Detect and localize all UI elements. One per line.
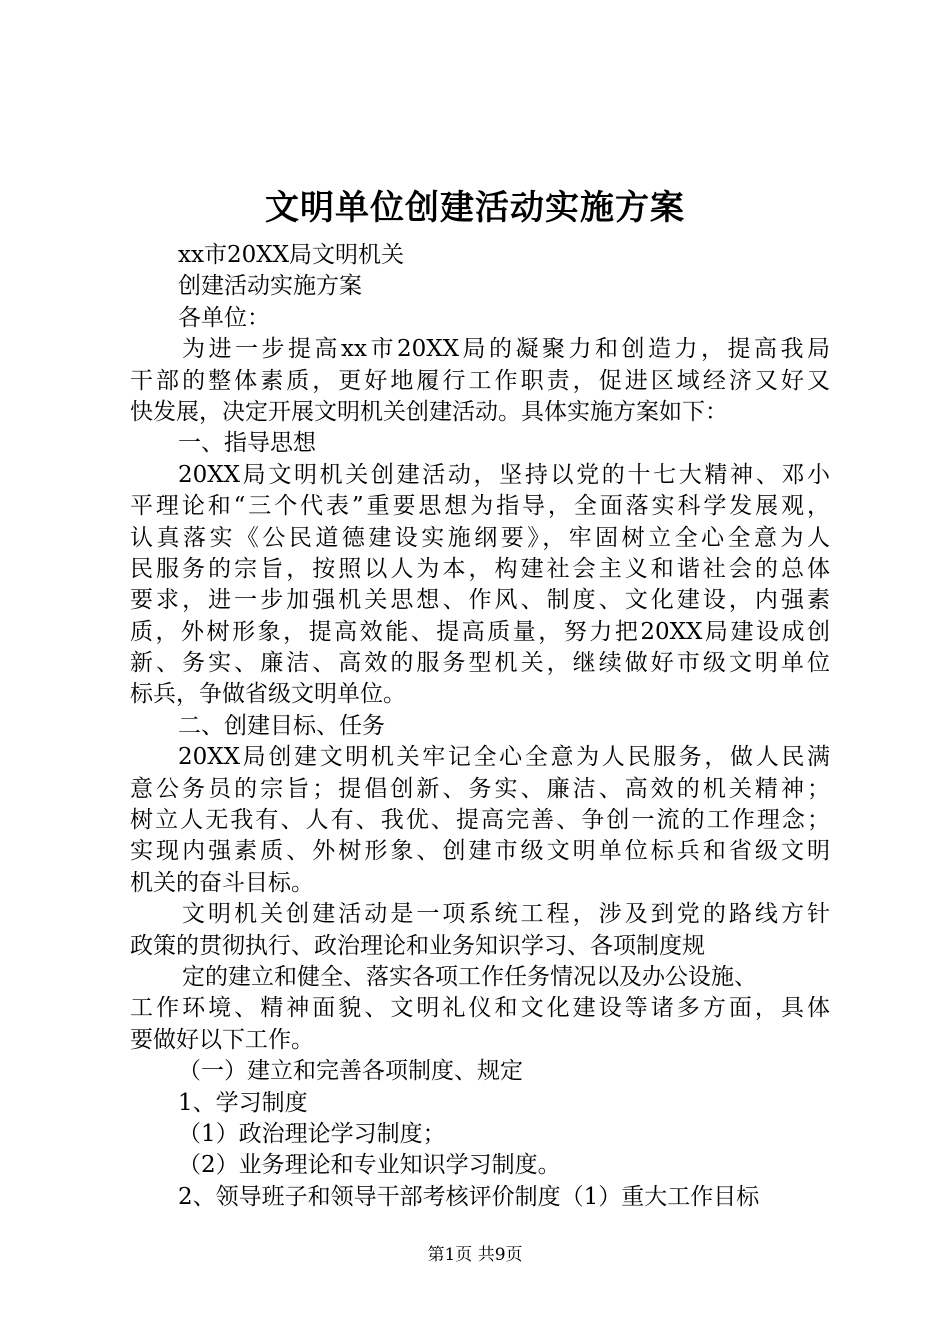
paragraph-line: 20XX局文明机关创建活动，坚持以党的十七大精神、邓小 [178, 461, 830, 488]
paragraph-line: 树立人无我有、人有、我优、提高完善、争创一流的工作理念； [130, 807, 830, 834]
paragraph-line: 要做好以下工作。 [130, 1026, 314, 1053]
section-heading: 一、指导思想 [178, 430, 316, 457]
paragraph-line: 干部的整体素质，更好地履行工作职责，促进区域经济又好又 [130, 367, 830, 394]
paragraph-line: 质，外树形象，提高效能、提高质量，努力把20XX局建设成创 [130, 618, 830, 645]
list-item: 2、领导班子和领导干部考核评价制度（1）重大工作目标 [178, 1183, 760, 1210]
paragraph-line: 民服务的宗旨，按照以人为本，构建社会主义和谐社会的总体 [130, 555, 830, 582]
paragraph-line: 认真落实《公民道德建设实施纲要》，牢固树立全心全意为人 [130, 524, 830, 551]
paragraph-line: 意公务员的宗旨；提倡创新、务实、廉洁、高效的机关精神； [130, 775, 830, 802]
text-line: 创建活动实施方案 [178, 273, 362, 300]
document-title: 文明单位创建活动实施方案 [265, 188, 685, 228]
paragraph-line: 为进一步提高xx市20XX局的凝聚力和创造力，提高我局 [182, 336, 830, 363]
document-body [130, 240, 830, 1213]
paragraph-line: 新、务实、廉洁、高效的服务型机关，继续做好市级文明单位 [130, 650, 830, 677]
paragraph-line: 快发展，决定开展文明机关创建活动。具体实施方案如下： [130, 398, 728, 425]
paragraph-line: 政策的贯彻执行、政治理论和业务知识学习、各项制度规 [130, 932, 705, 959]
paragraph-line: 平理论和“三个代表”重要思想为指导，全面落实科学发展观， [130, 493, 830, 520]
section-heading: 二、创建目标、任务 [178, 712, 385, 739]
paragraph-line: 要求，进一步加强机关思想、作风、制度、文化建设，内强素 [130, 587, 830, 614]
paragraph-line: 机关的奋斗目标。 [130, 869, 314, 896]
list-item: （2）业务理论和专业知识学习制度。 [178, 1152, 561, 1179]
paragraph-line: 实现内强素质、外树形象、创建市级文明单位标兵和省级文明 [130, 838, 830, 865]
page-footer: 第1页 共9页 [427, 1245, 523, 1265]
paragraph-line: 20XX局创建文明机关牢记全心全意为人民服务，做人民满 [178, 744, 830, 771]
text-line: 各单位： [178, 304, 270, 331]
paragraph-line: 标兵，争做省级文明单位。 [130, 681, 406, 708]
paragraph-line: 文明机关创建活动是一项系统工程，涉及到党的路线方针 [182, 901, 830, 928]
text-line: xx市20XX局文明机关 [178, 242, 404, 268]
subsection-heading: （一）建立和完善各项制度、规定 [178, 1058, 523, 1085]
list-item: （1）政治理论学习制度； [178, 1120, 446, 1147]
paragraph-line: 工作环境、精神面貌、文明礼仪和文化建设等诸多方面，具体 [130, 995, 830, 1022]
paragraph-line: 定的建立和健全、落实各项工作任务情况以及办公设施、 [182, 963, 757, 990]
list-item: 1、学习制度 [178, 1089, 308, 1116]
